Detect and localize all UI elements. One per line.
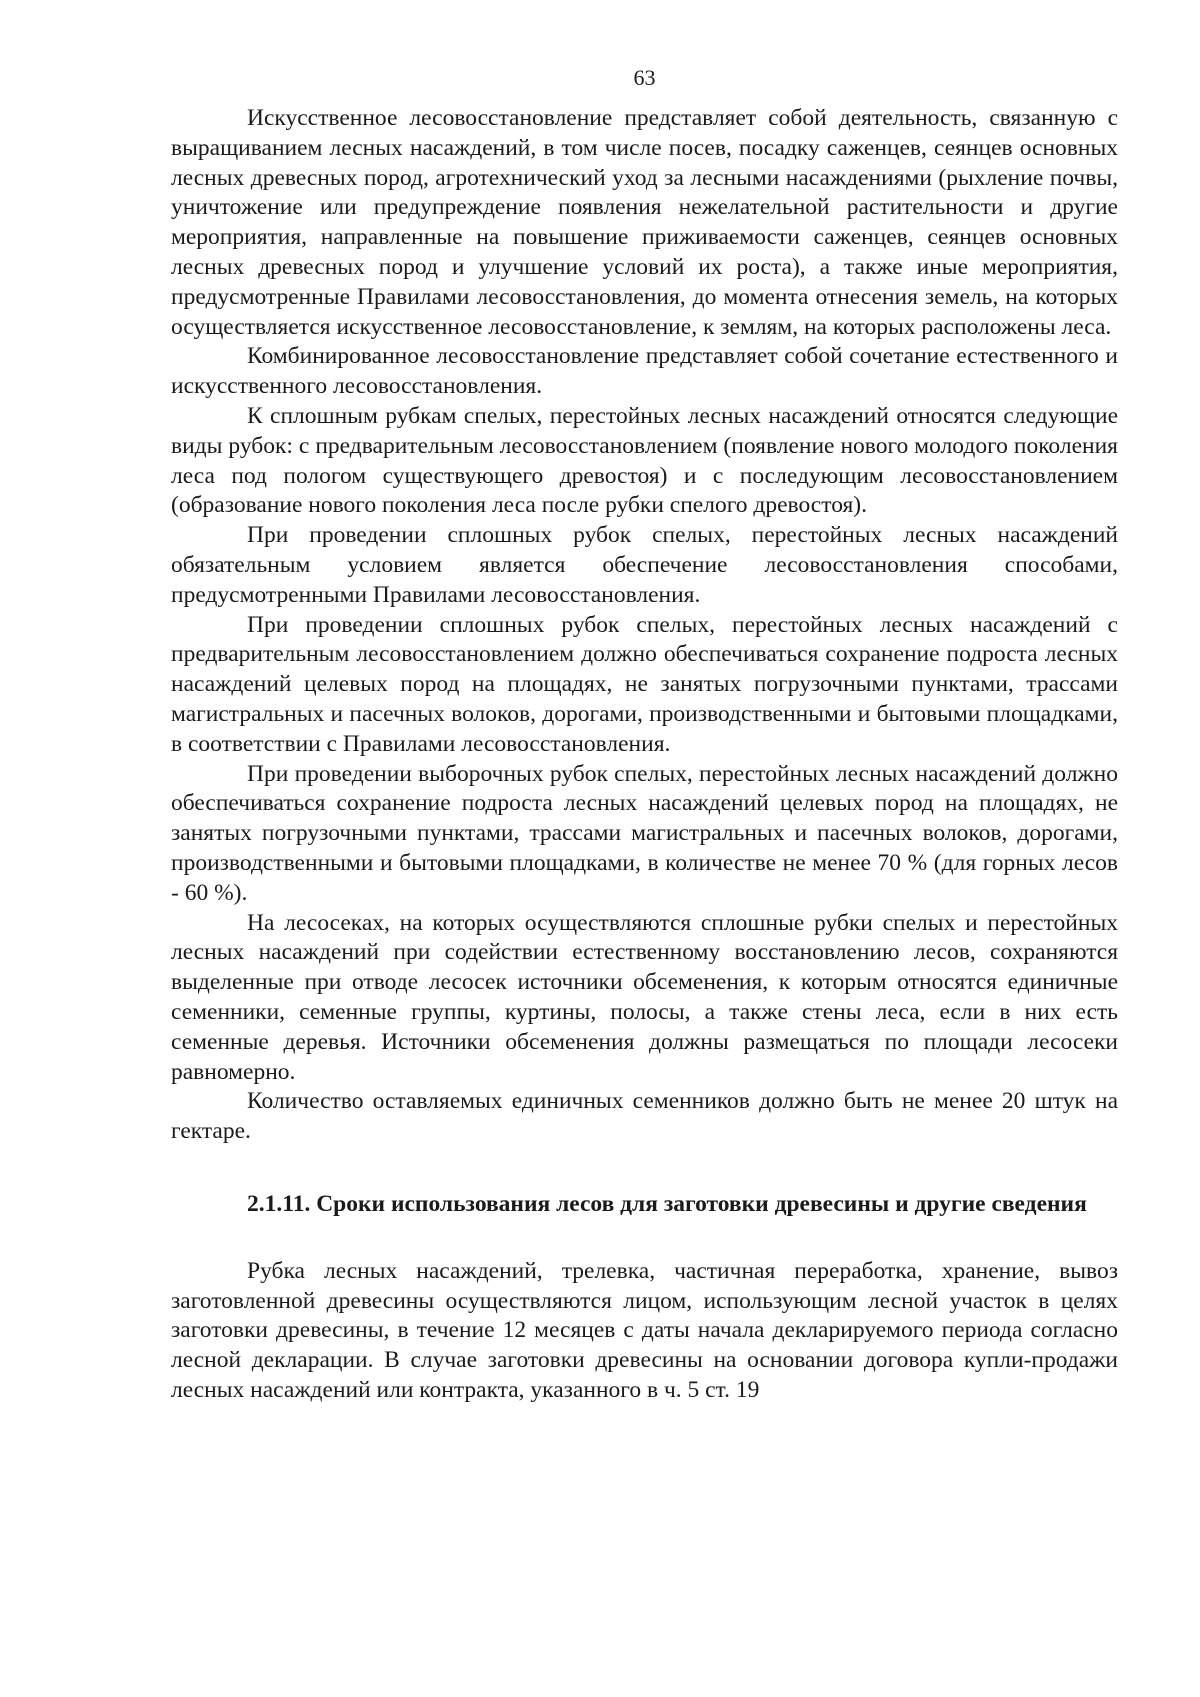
page-number: 63 bbox=[633, 65, 656, 90]
paragraph-selective-cutting: При проведении выборочных рубок спелых, перестойных лесных насаждений должно обеспечиваться сохранение подроста лесных насаждений целевых пород на площадях, не занятых погрузочными пунктами, трассами магистральных и пасечных волоков, дорогами, производственными и бытовыми площадками, в количестве не менее 70 % (для горных лесов - 60 %). bbox=[171, 760, 1118, 906]
document-page bbox=[171, 64, 1118, 1406]
paragraph-undergrowth-preservation: При проведении сплошных рубок спелых, перестойных лесных насаждений с предварительным лесовосстановлением должно обеспечиваться сохранение подроста лесных насаждений целевых пород на площадях, не занятых погрузочными пунктами, трассами магистральных и пасечных волоков, дорогами, производственными и бытовыми площадками, в соответствии с Правилами лесовосстановления. bbox=[171, 611, 1118, 757]
paragraph-clear-cutting-condition: При проведении сплошных рубок спелых, перестойных лесных насаждений обязательным условием является обеспечение лесовосстановления способами, предусмотренными Правилами лесовосстановления. bbox=[171, 522, 1118, 608]
paragraph-harvesting-terms: Рубка лесных насаждений, трелевка, частичная переработка, хранение, вывоз заготовленной древесины осуществляются лицом, использующим лесной участок в целях заготовки древесины, в течение 12 месяцев с даты начала декларируемого периода согласно лесной декларации. В случае заготовки древесины на основании договора купли-продажи лесных насаждений или контракта, указанного в ч. 5 ст. 19 bbox=[171, 1257, 1118, 1404]
paragraph-artificial-reforestation: Искусственное лесовосстановление представляет собой деятельность, связанную с выращиванием лесных насаждений, в том числе посев, посадку саженцев, сеянцев основных лесных древесных пород, агротехнический уход за лесными насаждениями (рыхление почвы, уничтожение или предупреждение появления нежелательной растительности и другие мероприятия, направленные на повышение приживаемости саженцев, сеянцев основных лесных древесных пород и улучшение условий их роста), а также иные мероприятия, предусмотренные Правилами лесовосстановления, до момента отнесения земель, на которых осуществляется искусственное лесовосстановление, к землям, на которых расположены леса. bbox=[171, 105, 1118, 340]
paragraph-seed-sources: На лесосеках, на которых осуществляются сплошные рубки спелых и перестойных лесных насаждений при содействии естественному восстановлению лесов, сохраняются выделенные при отводе лесосек источники обсеменения, к которым относятся единичные семенники, семенные группы, куртины, полосы, а также стены леса, если в них есть семенные деревья. Источники обсеменения должны размещаться по площади лесосеки равномерно. bbox=[171, 909, 1118, 1085]
paragraph-clear-cutting-types: К сплошным рубкам спелых, перестойных лесных насаждений относятся следующие виды рубок: с предварительным лесовосстановлением (появление нового молодого поколения леса под пологом существующего древостоя) и с последующим лесовосстановлением (образование нового поколения леса после рубки спелого древостоя). bbox=[171, 402, 1118, 519]
paragraph-combined-reforestation: Комбинированное лесовосстановление представляет собой сочетание естественного и искусственного лесовосстановления. bbox=[171, 343, 1118, 400]
paragraph-seed-tree-count: Количество оставляемых единичных семенников должно быть не менее 20 штук на гектаре. bbox=[171, 1088, 1118, 1145]
section-heading: 2.1.11. Сроки использования лесов для заготовки древесины и другие сведения bbox=[247, 1190, 1087, 1217]
